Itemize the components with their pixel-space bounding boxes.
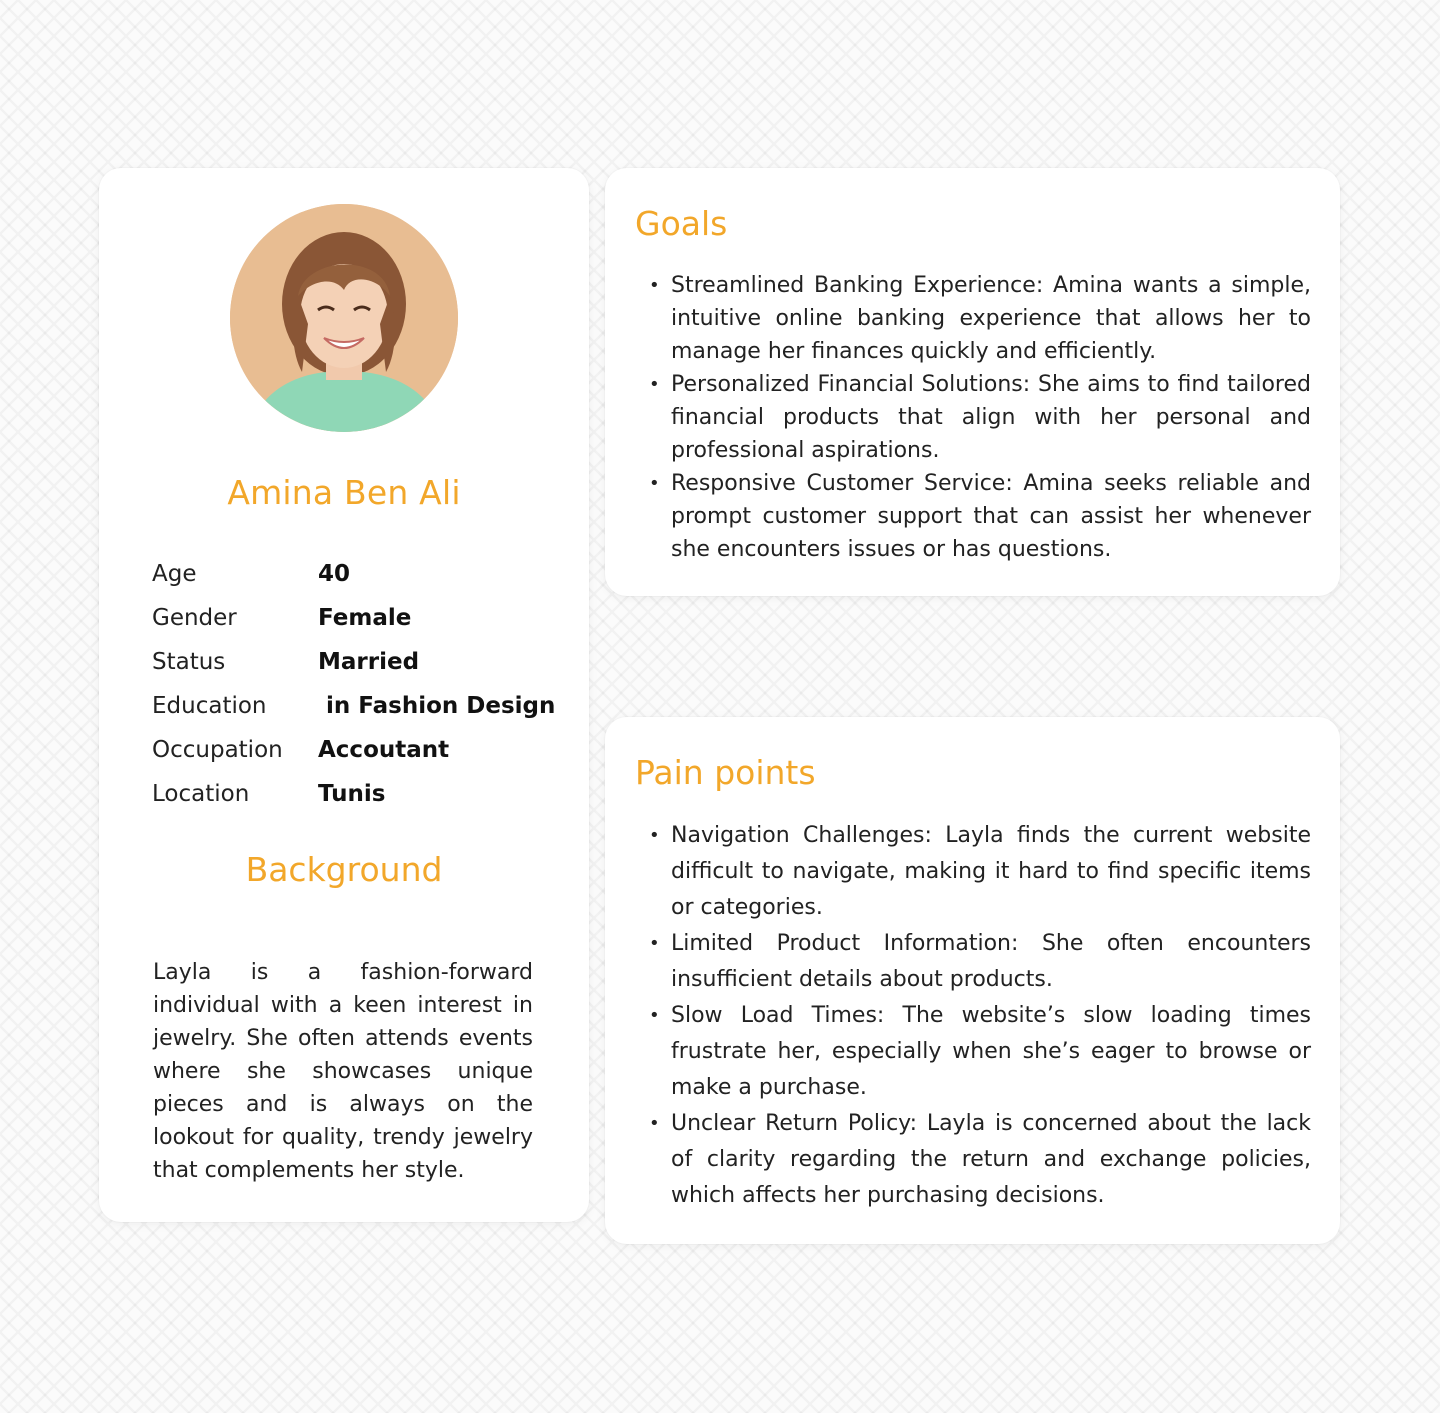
bullet-icon: • [649, 1005, 660, 1026]
info-row-status [152, 640, 572, 684]
info-row-gender [152, 596, 572, 640]
pain-point-text: Limited Product Information: She often encounters insufficient details about products. [671, 931, 1311, 992]
avatar [230, 204, 458, 432]
info-label: Education [152, 693, 267, 719]
background-text: Layla is a fashion-forward individual with a keen interest in jewelry. She often attends events where she showcases unique pieces and is always on the lookout for quality, trendy jewelry that complements her style. [153, 960, 533, 1183]
info-value: Female [318, 605, 412, 631]
persona-name: Amina Ben Ali [227, 473, 461, 512]
background-title: Background [245, 850, 443, 889]
goals-title: Goals [635, 204, 728, 243]
bullet-icon: • [649, 1113, 660, 1134]
bullet-icon: • [649, 933, 660, 954]
info-label: Location [152, 781, 250, 807]
list-item [649, 368, 1311, 467]
goals-card [605, 168, 1340, 596]
info-label: Gender [152, 605, 237, 631]
goal-text: Responsive Customer Service: Amina seeks reliable and prompt customer support that can assist her whenever she encounters issues or has questions. [671, 471, 1311, 562]
info-label: Occupation [152, 737, 283, 763]
profile-card [99, 168, 589, 1222]
pain-points-card [605, 717, 1340, 1244]
bullet-icon: • [649, 473, 660, 494]
info-value: Accoutant [318, 737, 450, 763]
avatar-photo [230, 204, 458, 432]
list-item [649, 818, 1311, 926]
list-item [649, 1106, 1311, 1214]
info-value: Married [318, 649, 420, 675]
goal-text: Personalized Financial Solutions: She aims to find tailored financial products that align with her personal and professional aspirations. [671, 372, 1311, 463]
goal-text: Streamlined Banking Experience: Amina wants a simple, intuitive online banking experience that allows her to manage her finances quickly and efficiently. [671, 273, 1311, 364]
list-item [649, 998, 1311, 1106]
info-table [152, 552, 572, 816]
pain-point-text: Slow Load Times: The website’s slow loading times frustrate her, especially when she’s eager to browse or make a purchase. [671, 1003, 1311, 1100]
info-label: Status [152, 649, 226, 675]
info-value: in Fashion Design [318, 693, 556, 719]
list-item [649, 269, 1311, 368]
info-label: Age [152, 561, 197, 587]
bullet-icon: • [649, 374, 660, 395]
pain-point-text: Navigation Challenges: Layla finds the current website difficult to navigate, making it hard to find specific items or categories. [671, 823, 1311, 920]
pain-points-title: Pain points [635, 753, 816, 792]
info-row-education [152, 684, 572, 728]
info-row-location [152, 772, 572, 816]
pain-point-text: Unclear Return Policy: Layla is concerned about the lack of clarity regarding the return and exchange policies, which affects her purchasing decisions. [671, 1111, 1311, 1208]
info-row-age [152, 552, 572, 596]
bullet-icon: • [649, 275, 660, 296]
info-row-occupation [152, 728, 572, 772]
goals-list [649, 269, 1311, 566]
list-item [649, 467, 1311, 566]
info-value: Tunis [318, 781, 386, 807]
list-item [649, 926, 1311, 998]
bullet-icon: • [649, 825, 660, 846]
info-value: 40 [318, 561, 351, 587]
pain-points-list [649, 818, 1311, 1214]
